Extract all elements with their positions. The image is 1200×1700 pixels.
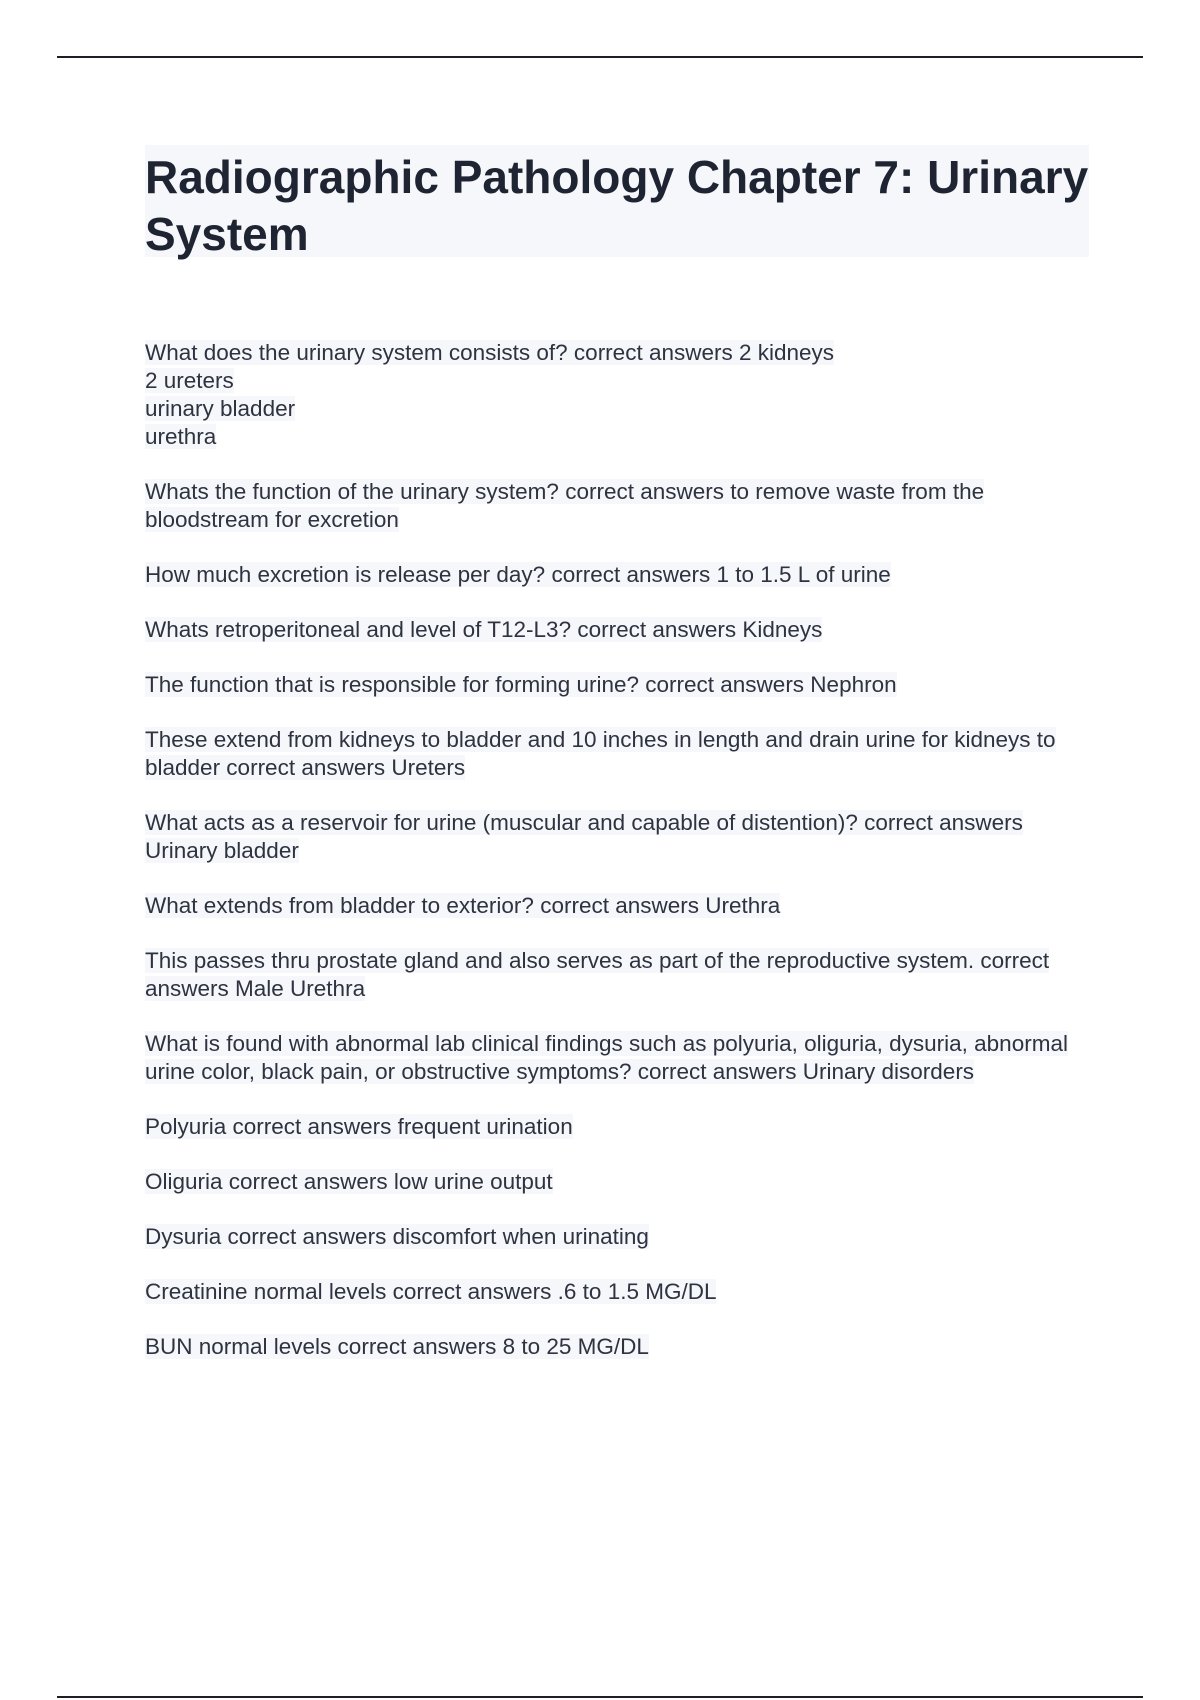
qa-text: Oliguria correct answers low urine output [145,1169,553,1194]
top-divider [57,56,1143,58]
qa-text: Creatinine normal levels correct answers .6 to 1.5 MG/DL [145,1279,717,1304]
qa-text: This passes thru prostate gland and also serves as part of the reproductive system. correct answers Male Urethra [145,948,1050,1001]
qa-text: What does the urinary system consists of? correct answers 2 kidneys 2 ureters urinary bladder urethra [145,340,835,449]
qa-entry [145,1168,1095,1196]
qa-entry [145,616,1095,644]
qa-text: BUN normal levels correct answers 8 to 25 MG/DL [145,1334,649,1359]
qa-entry [145,1113,1095,1141]
bottom-divider [57,1696,1143,1698]
qa-entry [145,892,1095,920]
qa-text: How much excretion is release per day? correct answers 1 to 1.5 L of urine [145,562,891,587]
qa-entry [145,1030,1095,1086]
qa-entry [145,339,1095,451]
qa-entry [145,561,1095,589]
qa-text: Whats the function of the urinary system? correct answers to remove waste from the bloodstream for excretion [145,479,985,532]
page-title: Radiographic Pathology Chapter 7: Urinary System [145,151,1089,260]
qa-text: The function that is responsible for forming urine? correct answers Nephron [145,672,897,697]
qa-entry [145,1223,1095,1251]
qa-entry [145,726,1095,782]
qa-entry [145,671,1095,699]
qa-entry [145,809,1095,865]
qa-text: What acts as a reservoir for urine (muscular and capable of distention)? correct answers Urinary bladder [145,810,1023,863]
qa-text: What is found with abnormal lab clinical findings such as polyuria, oliguria, dysuria, abnormal urine color, black pain, or obstructive symptoms? correct answers Urinary disorders [145,1031,1068,1084]
qa-entry [145,478,1095,534]
qa-entry [145,1333,1095,1361]
qa-entry [145,947,1095,1003]
qa-text: Whats retroperitoneal and level of T12-L3? correct answers Kidneys [145,617,823,642]
qa-entry [145,1278,1095,1306]
qa-text: Polyuria correct answers frequent urination [145,1114,573,1139]
qa-text: What extends from bladder to exterior? correct answers Urethra [145,893,781,918]
qa-text: These extend from kidneys to bladder and 10 inches in length and drain urine for kidneys to bladder correct answers Ureters [145,727,1056,780]
title-block [145,145,1089,260]
qa-text: Dysuria correct answers discomfort when urinating [145,1224,649,1249]
qa-list [145,339,1095,1388]
